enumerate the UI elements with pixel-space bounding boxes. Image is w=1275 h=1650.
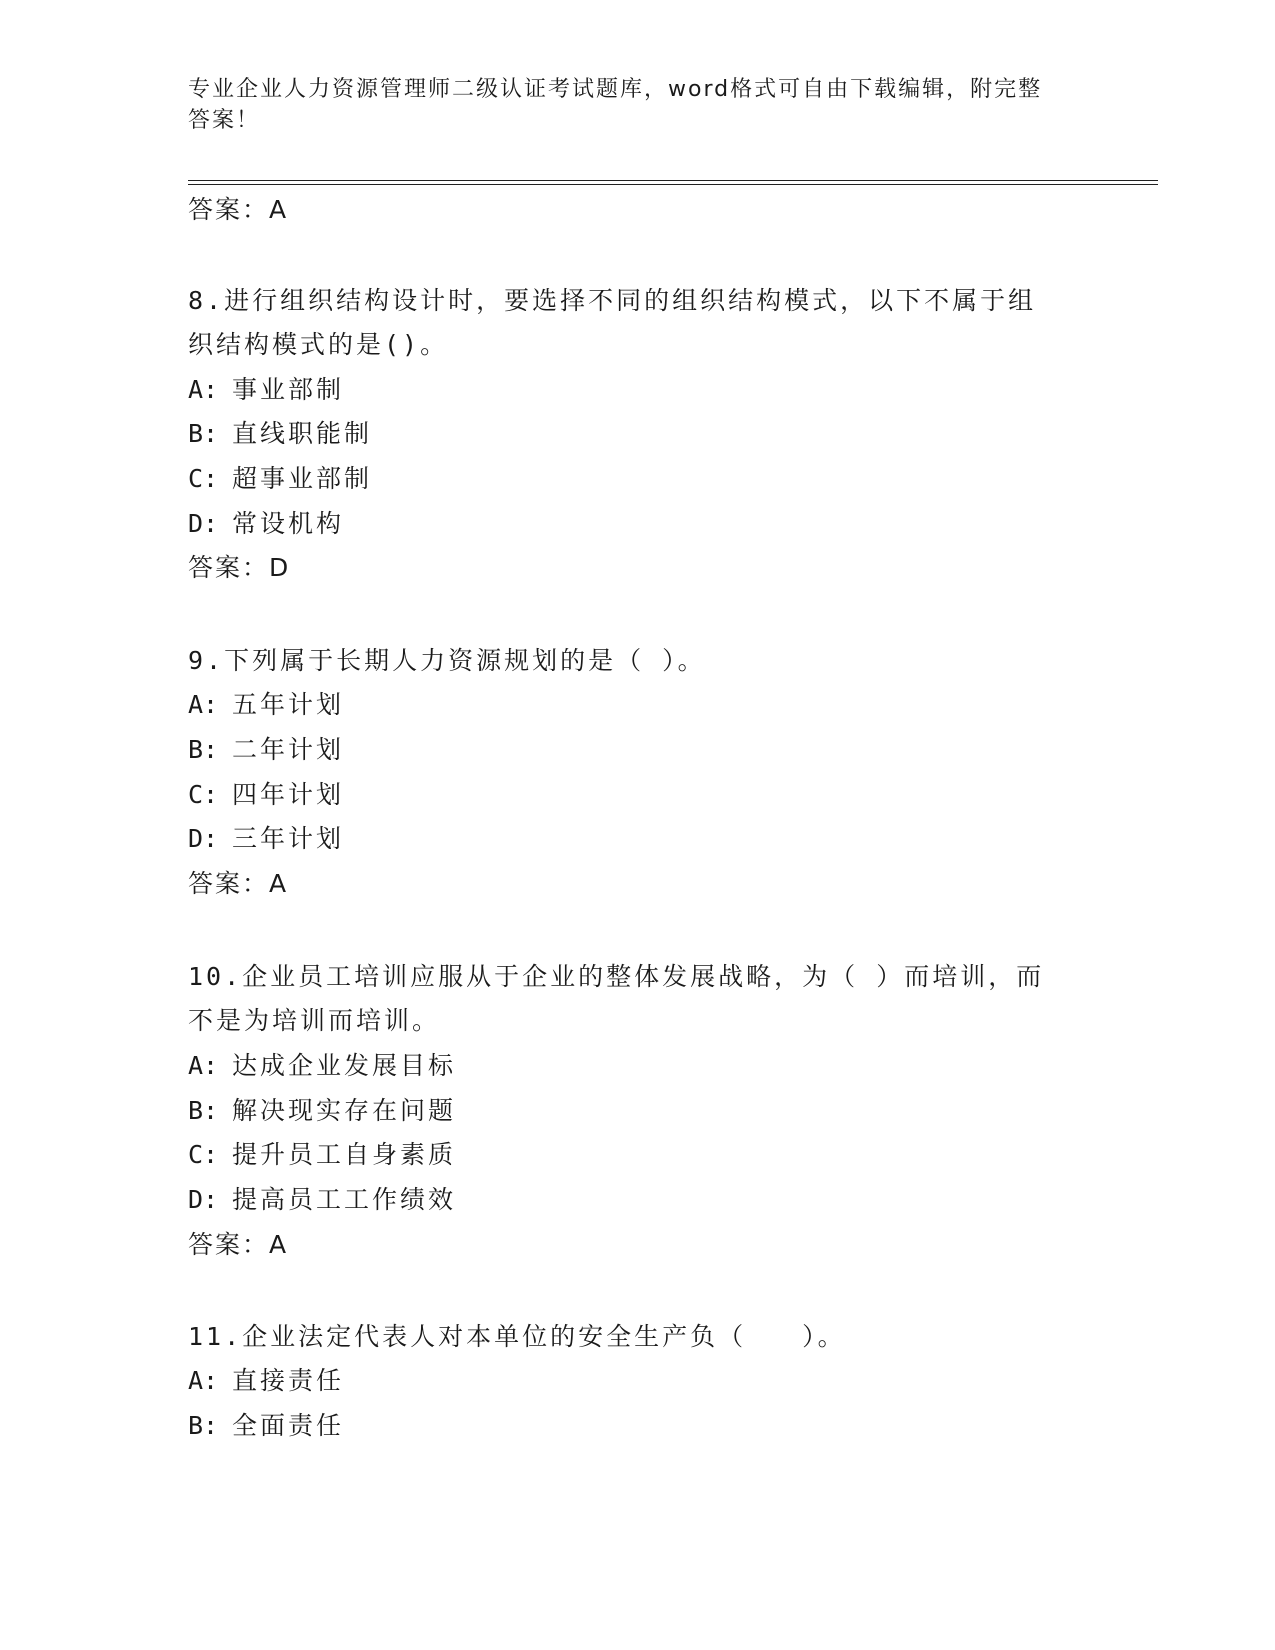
question-8-option-b (188, 419, 372, 449)
option-text: 超事业部制 (232, 464, 373, 493)
option-key: A: (188, 375, 219, 404)
document-header (188, 74, 1088, 136)
question-10-option-a (188, 1051, 456, 1081)
question-10-option-c (188, 1140, 456, 1170)
option-key: C: (188, 1140, 219, 1169)
option-text: 直接责任 (232, 1366, 345, 1395)
option-key: B: (188, 1411, 219, 1440)
option-key: B: (188, 735, 219, 764)
header-divider-top (188, 180, 1158, 181)
question-8-option-d (188, 509, 344, 539)
option-text: 直线职能制 (232, 419, 373, 448)
question-10-option-d (188, 1185, 456, 1215)
question-11-option-a (188, 1366, 344, 1396)
question-8-stem-line-2: 织结构模式的是()。 (188, 330, 449, 359)
option-key: B: (188, 1096, 219, 1125)
option-text: 常设机构 (232, 509, 345, 538)
question-8-option-c (188, 464, 372, 494)
question-10-stem-line-1: 10.企业员工培训应服从于企业的整体发展战略，为（ ）而培训，而 (188, 962, 1045, 991)
question-8-option-a (188, 375, 344, 405)
option-text: 达成企业发展目标 (232, 1051, 457, 1080)
option-text: 解决现实存在问题 (232, 1096, 457, 1125)
option-text: 五年计划 (232, 690, 345, 719)
option-key: A: (188, 690, 219, 719)
previous-answer: 答案：A (188, 195, 289, 224)
header-line-2: 答案！ (188, 108, 261, 133)
option-text: 四年计划 (232, 780, 345, 809)
option-key: B: (188, 419, 219, 448)
question-8-stem-line-1: 8.进行组织结构设计时，要选择不同的组织结构模式，以下不属于组 (188, 286, 1037, 315)
option-key: D: (188, 824, 219, 853)
option-text: 提高员工工作绩效 (232, 1185, 457, 1214)
header-line-1: 专业企业人力资源管理师二级认证考试题库，word格式可自由下载编辑，附完整 (188, 77, 1043, 102)
question-10-option-b (188, 1096, 456, 1126)
question-11-stem-line-1: 11.企业法定代表人对本单位的安全生产负（ ）。 (188, 1322, 846, 1351)
option-key: C: (188, 780, 219, 809)
option-key: D: (188, 1185, 219, 1214)
question-9-option-a (188, 690, 344, 720)
header-divider-bottom (188, 184, 1158, 185)
option-text: 提升员工自身素质 (232, 1140, 457, 1169)
option-text: 全面责任 (232, 1411, 345, 1440)
question-9-option-c (188, 780, 344, 810)
option-key: C: (188, 464, 219, 493)
option-text: 三年计划 (232, 824, 345, 853)
question-8-answer: 答案：D (188, 553, 291, 582)
question-9-stem-line-1: 9.下列属于长期人力资源规划的是（ ）。 (188, 646, 706, 675)
option-key: A: (188, 1051, 219, 1080)
option-key: D: (188, 509, 219, 538)
option-text: 二年计划 (232, 735, 345, 764)
question-9-answer: 答案：A (188, 869, 289, 898)
question-11-option-b (188, 1411, 344, 1441)
question-10-stem-line-2: 不是为培训而培训。 (188, 1006, 441, 1035)
question-9-option-d (188, 824, 344, 854)
option-text: 事业部制 (232, 375, 345, 404)
option-key: A: (188, 1366, 219, 1395)
question-9-option-b (188, 735, 344, 765)
question-10-answer: 答案：A (188, 1230, 289, 1259)
